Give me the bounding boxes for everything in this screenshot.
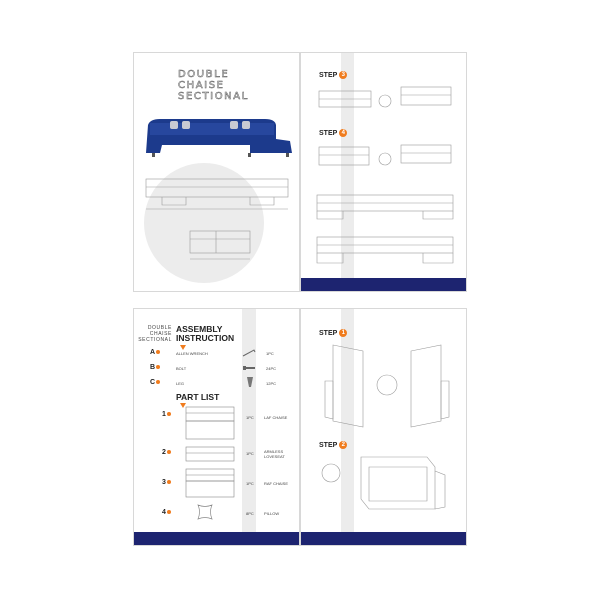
step-3-label: STEP 3 [319, 71, 347, 79]
step-4-label: STEP 4 [319, 129, 347, 137]
pillow-drawing [196, 503, 214, 521]
laf-chaise-drawing [182, 405, 238, 445]
sofa-dimension-drawing [142, 173, 292, 213]
raf-chaise-drawing [182, 467, 238, 501]
hardware-qty-b: 24PC [266, 366, 277, 371]
leg-icon [246, 376, 254, 388]
part-number-3: 3 [162, 479, 171, 486]
hardware-name-a: ALLEN WRENCH [176, 351, 208, 356]
title-line-2: CHAISE [178, 80, 225, 91]
title-line-3: SECTIONAL [178, 91, 249, 102]
side-title: DOUBLE CHAISE SECTIONAL [138, 325, 172, 343]
page-title [178, 69, 249, 102]
part-list-title: PART LIST [176, 392, 220, 402]
step-number-badge: 4 [339, 129, 347, 137]
part-number-4: 4 [162, 509, 171, 516]
background-strip [242, 309, 256, 534]
hardware-name-c: LEG [176, 381, 185, 386]
part-qty-4: 8PC [246, 511, 254, 516]
page-overview [133, 52, 300, 292]
page-assembly-instruction [133, 308, 300, 546]
hardware-qty-a: 1PC [266, 351, 274, 356]
hardware-name-b: BOLT [176, 366, 187, 371]
part-name-3: RAF CHAISE [264, 481, 289, 486]
assembled-sofa-drawing-1 [313, 191, 457, 225]
hardware-letter-b: B [150, 364, 160, 371]
step-number-badge: 1 [339, 329, 347, 337]
allen-wrench-icon [242, 349, 256, 357]
step-number-badge: 2 [339, 441, 347, 449]
hardware-letter-a: A [150, 349, 160, 356]
step-2-label: STEP 2 [319, 441, 347, 449]
part-qty-2: 1PC [246, 451, 254, 456]
armless-loveseat-drawing [182, 445, 238, 465]
step-2-diagram [315, 451, 459, 519]
step-1-label: STEP 1 [319, 329, 347, 337]
page-steps-3-4 [300, 52, 467, 292]
part-name-1: LAF CHAISE [264, 415, 288, 420]
sofa-photo [140, 115, 295, 165]
hardware-qty-c: 12PC [266, 381, 277, 386]
part-number-1: 1 [162, 411, 171, 418]
page-steps-1-2 [300, 308, 467, 546]
step-1-diagram [315, 341, 459, 431]
part-number-2: 2 [162, 449, 171, 456]
hardware-letter-c: C [150, 379, 160, 386]
footer-bar [301, 278, 466, 291]
footer-bar [134, 532, 299, 545]
part-name-2: ARMLESS LOVESEAT [264, 449, 285, 459]
header-arrow-icon [180, 345, 186, 350]
part-qty-1: 1PC [246, 415, 254, 420]
sofa-side-drawing [186, 225, 256, 265]
part-name-4: PILLOW [264, 511, 280, 516]
step-4-diagram [315, 139, 455, 179]
assembled-sofa-drawing-2 [313, 233, 457, 269]
footer-bar [301, 532, 466, 545]
step-number-badge: 3 [339, 71, 347, 79]
assembly-header: ASSEMBLY INSTRUCTION [176, 324, 235, 343]
bolt-icon [242, 364, 256, 372]
step-3-diagram [315, 81, 455, 121]
part-qty-3: 1PC [246, 481, 254, 486]
title-line-1: DOUBLE [178, 69, 230, 80]
